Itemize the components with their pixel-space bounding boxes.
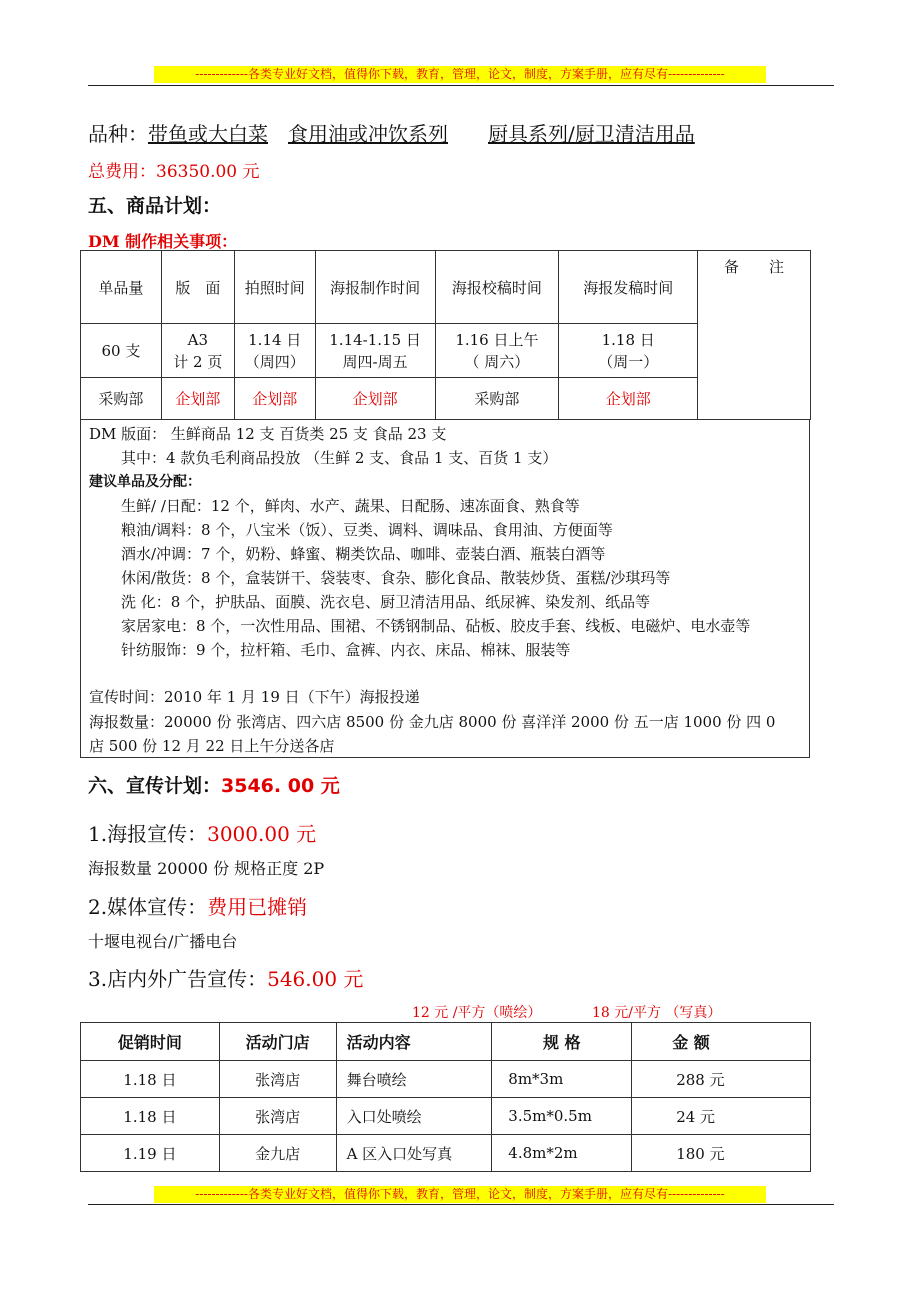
table-cell: 企划部 <box>559 378 698 420</box>
alloc-item: 生鲜/ /日配：12 个，鲜肉、水产、蔬果、日配肠、速冻面食、熟食等 <box>121 497 580 515</box>
total-cost: 总费用：36350.00 元 <box>88 162 260 182</box>
table-cell: A3 计 2 页 <box>161 324 234 378</box>
table-cell: 24 元 <box>632 1098 811 1135</box>
footer-rule <box>88 1204 834 1205</box>
item1-heading <box>88 818 316 847</box>
footer-banner: -------------各类专业好文档，值得你下载，教育，管理，论文，制度，方案手册，应有尽有-------------- <box>154 1186 766 1203</box>
dm-notes-box <box>80 420 810 758</box>
header-cell: 海报制作时间 <box>315 251 435 324</box>
dm-line-2: 其中：4 款负毛利商品投放 （生鲜 2 支、食品 1 支、百货 1 支） <box>121 449 558 467</box>
table-cell: 4.8m*2m <box>492 1135 632 1172</box>
alloc-item: 酒水/冲调：7 个，奶粉、蜂蜜、糊类饮品、咖啡、壶装白酒、瓶装白酒等 <box>121 545 606 563</box>
poster-qty-1: 海报数量：20000 份 张湾店、四六店 8500 份 金九店 8000 份 喜洋洋 2000 份 五一店 1000 份 四 0 <box>89 713 776 731</box>
table-cell: 企划部 <box>234 378 315 420</box>
product-line <box>88 118 695 147</box>
header-cell: 海报校稿时间 <box>435 251 559 324</box>
item3-amount: 546.00 元 <box>267 967 364 991</box>
ad-table-header-row <box>81 1023 811 1061</box>
table-row <box>81 1061 811 1098</box>
product-item-2: 食用油或冲饮系列 <box>288 122 448 146</box>
table-cell: 企划部 <box>161 378 234 420</box>
table-cell: 张湾店 <box>219 1098 336 1135</box>
alloc-item: 粮油/调料：8 个，八宝米（饭）、豆类、调料、调味品、食用油、方便面等 <box>121 521 613 539</box>
table-cell: 张湾店 <box>219 1061 336 1098</box>
section6-amount: 3546. 00 元 <box>221 775 340 797</box>
alloc-title: 建议单品及分配： <box>89 474 201 490</box>
header-cell: 促销时间 <box>81 1023 220 1061</box>
table-cell: 1.14-1.15 日 周四-周五 <box>315 324 435 378</box>
item2-desc: 十堰电视台/广播电台 <box>88 932 238 951</box>
table-cell: 入口处喷绘 <box>336 1098 492 1135</box>
price-note-2: 18 元/平方 （写真） <box>592 1005 722 1021</box>
table-cell: 3.5m*0.5m <box>492 1098 632 1135</box>
dm-line-1: DM 版面： 生鲜商品 12 支 百货类 25 支 食品 23 支 <box>89 425 447 443</box>
dm-table-header-row <box>81 251 811 324</box>
alloc-item: 针纺服饰：9 个，拉杆箱、毛巾、盒裤、内衣、床品、棉袜、服装等 <box>121 641 571 659</box>
table-cell: 1.16 日上午 （ 周六） <box>435 324 559 378</box>
table-cell: 舞台喷绘 <box>336 1061 492 1098</box>
item1-amount: 3000.00 元 <box>207 822 317 846</box>
header-cell: 版 面 <box>161 251 234 324</box>
dm-title: DM 制作相关事项： <box>88 232 238 251</box>
item1-desc: 海报数量 20000 份 规格正度 2P <box>88 859 325 878</box>
ad-cost-table <box>80 1022 811 1172</box>
item3-heading <box>88 963 363 992</box>
table-cell: 60 支 <box>81 324 162 378</box>
product-item-1: 带鱼或大白菜 <box>148 122 268 146</box>
section6-title-row <box>88 771 340 798</box>
header-cell: 单品量 <box>81 251 162 324</box>
alloc-item: 家居家电：8 个，一次性用品、围裙、不锈钢制品、砧板、胶皮手套、线板、电磁炉、电水壶等 <box>121 617 751 635</box>
header-cell: 海报发稿时间 <box>559 251 698 324</box>
dm-schedule-table <box>80 250 811 420</box>
alloc-item: 洗 化：8 个，护肤品、面膜、洗衣皂、厨卫清洁用品、纸尿裤、染发剂、纸品等 <box>121 593 651 611</box>
section6-title: 六、宣传计划： <box>88 775 222 797</box>
header-cell: 拍照时间 <box>234 251 315 324</box>
table-cell: 288 元 <box>632 1061 811 1098</box>
table-cell: 金九店 <box>219 1135 336 1172</box>
table-row <box>81 1135 811 1172</box>
table-cell: 1.18 日 （周一） <box>559 324 698 378</box>
header-cell: 活动门店 <box>219 1023 336 1061</box>
table-cell: 企划部 <box>315 378 435 420</box>
product-item-3: 厨具系列/厨卫清洁用品 <box>488 122 695 146</box>
poster-qty-2: 店 500 份 12 月 22 日上午分送各店 <box>89 737 335 755</box>
table-row <box>81 1098 811 1135</box>
table-cell: 180 元 <box>632 1135 811 1172</box>
item2-heading <box>88 891 307 920</box>
table-cell: 1.18 日 <box>81 1061 220 1098</box>
header-banner: -------------各类专业好文档，值得你下载，教育，管理，论文，制度，方案手册，应有尽有-------------- <box>154 66 766 83</box>
promo-time: 宣传时间：2010 年 1 月 19 日（下午）海报投递 <box>89 688 420 706</box>
table-cell: 采购部 <box>81 378 162 420</box>
header-cell: 活动内容 <box>336 1023 492 1061</box>
item3-label: 3.店内外广告宣传： <box>88 967 268 991</box>
table-cell: 1.19 日 <box>81 1135 220 1172</box>
product-label: 品种： <box>88 122 148 146</box>
table-cell: 1.14 日 （周四） <box>234 324 315 378</box>
header-cell: 金 额 <box>632 1023 811 1061</box>
table-cell: A 区入口处写真 <box>336 1135 492 1172</box>
remarks-cell: 备 注 <box>698 251 811 420</box>
item2-amount: 费用已摊销 <box>207 895 308 919</box>
alloc-item: 休闲/散货：8 个，盒装饼干、袋装枣、食杂、膨化食品、散装炒货、蛋糕/沙琪玛等 <box>121 569 671 587</box>
header-cell: 规 格 <box>492 1023 632 1061</box>
table-cell: 采购部 <box>435 378 559 420</box>
table-cell: 8m*3m <box>492 1061 632 1098</box>
header-rule <box>88 85 834 86</box>
item2-label: 2.媒体宣传： <box>88 895 208 919</box>
price-note-1: 12 元 /平方（喷绘） <box>412 1005 542 1021</box>
section5-title: 五、商品计划： <box>88 195 222 217</box>
table-cell: 1.18 日 <box>81 1098 220 1135</box>
item1-label: 1.海报宣传： <box>88 822 208 846</box>
